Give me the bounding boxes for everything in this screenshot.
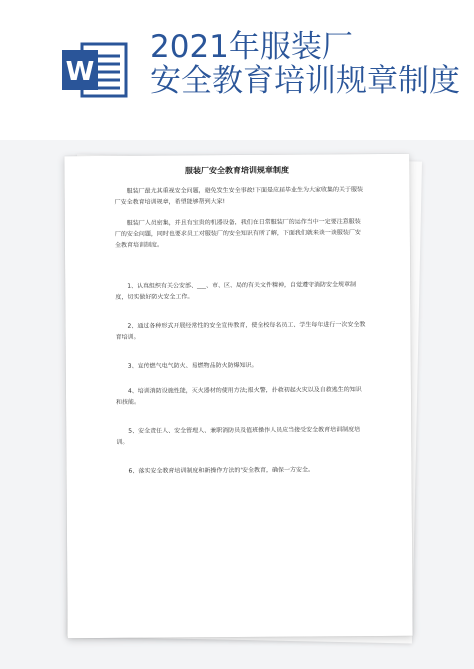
banner-title-line1: 2021年服装厂 xyxy=(150,29,353,65)
paragraph-item-1: 1、认真组织有关公安部、___、市、区、局的有关文件精神，自觉遵守消防安全规章制度，切实做好防火安全工作。 xyxy=(115,281,357,301)
paragraph-item-4: 4、培训消防设施性能，灭火器材的使用方法;报火警，扑救初起火灾以及自救逃生的知识和技能。 xyxy=(116,386,362,406)
document-title: 服装厂安全教育培训规章制度 xyxy=(184,165,289,176)
banner xyxy=(0,0,474,140)
document-page xyxy=(64,154,412,638)
svg-text:W: W xyxy=(65,57,95,87)
paragraph-context: 服装厂人员密集，并且有宝贵的机器设备，我们在日常服装厂的运作当中一定要注意服装厂的安全问题，同时也要求员工对服装厂的安全知识有所了解，下面我们就来谈一谈服装厂安全教育培训制度。 xyxy=(114,218,361,249)
banner-title xyxy=(150,30,470,98)
paragraph-item-2: 2、通过各种形式开展经常性的安全宣传教育，使全校每名员工、学生每年进行一次安全教育培训。 xyxy=(115,321,366,341)
word-document-icon xyxy=(60,40,130,100)
paragraph-item-3: 3、宣传燃气电气防火、易燃物品防火防爆知识。 xyxy=(127,361,258,370)
banner-title-line2: 安全教育培训规章制度 xyxy=(150,63,460,99)
paragraph-item-5: 5、安全责任人、安全管理人、兼职消防员及值班操作人员应当接受安全教育培训制度培训。 xyxy=(116,426,361,446)
paragraph-item-6: 6、落实安全教育培训制度和新操作方法的'安全教育，确保一方安全。 xyxy=(128,466,315,475)
paragraph-intro: 服装厂最尤其重视安全问题，避免发生安全事故!下面是应届毕业生为大家收集的关于服装厂安全教育培训规章，希望能够帮到大家! xyxy=(114,186,364,206)
